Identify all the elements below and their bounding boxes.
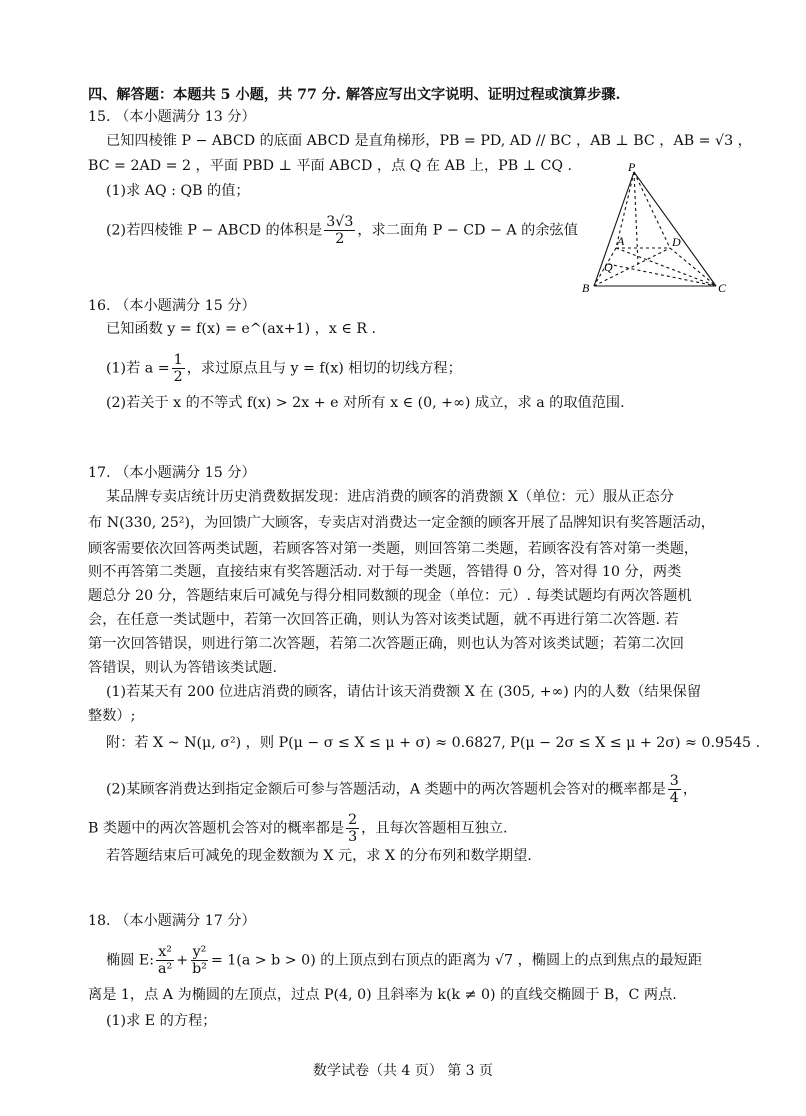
- problem-15-line-2: BC = 2AD = 2 ，平面 PBD ⊥ 平面 ABCD ，点 Q 在 AB 上，PB ⊥ CQ .: [88, 158, 573, 174]
- volume-fraction-denominator: 2: [335, 231, 345, 247]
- problem-15-line-1: 已知四棱锥 P − ABCD 的底面 ABCD 是直角梯形，PB = PD, AD // BC ，AB ⊥ BC ，AB = √3 ，: [106, 133, 752, 149]
- page-footer: 数学试卷（共 4 页） 第 3 页: [312, 1063, 494, 1079]
- figure-label-a: A: [617, 234, 625, 248]
- problem-17-question-1b: 整数）;: [88, 708, 136, 724]
- prob-a-denominator: 4: [669, 790, 679, 806]
- problem-17-line-7: 第一次回答错误，则进行第二次答题，若第二次答题正确，则也认为答对该类试题；若第二次回: [88, 636, 684, 652]
- problem-17-question-2a: [106, 773, 766, 806]
- prob-b-denominator: 3: [348, 829, 358, 845]
- problem-17-line-8: 答错误，则认为答错该类试题.: [88, 660, 277, 676]
- problem-18-line-1: [106, 944, 766, 977]
- problem-15-number: 15.: [88, 109, 111, 125]
- problem-15-heading: [88, 108, 766, 126]
- problem-18-question-1: (1)求 E 的方程；: [106, 1013, 217, 1029]
- problem-17-question-2b: [88, 812, 766, 845]
- problem-17-note: 附：若 X ~ N(μ, σ²) ，则 P(μ − σ ≤ X ≤ μ + σ) ≈ 0.6827, P(μ − 2σ ≤ X ≤ μ + 2σ) ≈ 0.9545 .: [106, 735, 761, 751]
- figure-label-c: C: [718, 281, 727, 295]
- problem-15-question-1: (1)求 AQ : QB 的值；: [106, 183, 250, 199]
- figure-label-d: D: [672, 235, 681, 249]
- ellipse-y-term: [190, 944, 209, 977]
- problem-15-score: （本小题满分 13 分）: [115, 109, 256, 125]
- problem-17-heading: [88, 464, 766, 482]
- problem-17-line-3: 顾客需要依次回答两类试题，若顾客答对第一类题，则回答第二类题，若顾客没有答对第一类题，: [88, 541, 699, 557]
- figure-label-q: Q: [604, 260, 613, 274]
- volume-fraction: [324, 214, 355, 247]
- ellipse-x-numerator: x²: [158, 944, 172, 960]
- problem-17-score: （本小题满分 15 分）: [115, 465, 256, 481]
- problem-17-line-1: 某品牌专卖店统计历史消费数据发现：进店消费的顾客的消费额 X（单位：元）服从正态分: [106, 489, 674, 505]
- ellipse-x-term: [156, 944, 174, 977]
- problem-15-q2-text: (2)若四棱锥 P − ABCD 的体积是: [106, 222, 323, 239]
- problem-17-number: 17.: [88, 465, 111, 481]
- problem-18-line-2: 离是 1，点 A 为椭圆的左顶点，过点 P(4, 0) 且斜率为 k(k ≠ 0) 的直线交椭圆于 B，C 两点.: [88, 987, 677, 1003]
- pyramid-figure: [578, 160, 738, 300]
- problem-17-q2b-text: B 类题中的两次答题机会答对的概率都是: [88, 820, 345, 837]
- problem-17-line-6: 会，在任意一类试题中，若第一次回答正确，则认为答对该类试题，就不再进行第二次答题. 若: [88, 612, 679, 628]
- ellipse-y-numerator: y²: [192, 944, 207, 960]
- problem-18-number: 18.: [88, 913, 111, 929]
- problem-16-heading: [88, 297, 766, 315]
- problem-18-l1-text: 椭圆 E:: [106, 952, 155, 969]
- problem-17-q2a-text: (2)某顾客消费达到指定金额后可参与答题活动，A 类题中的两次答题机会答对的概率都是: [106, 781, 666, 798]
- problem-17-question-2c: 若答题结束后可减免的现金数额为 X 元，求 X 的分布列和数学期望.: [106, 848, 532, 864]
- figure-label-b: B: [582, 281, 590, 295]
- ellipse-x-denominator: a²: [158, 961, 173, 977]
- problem-17-q2a-tail: ，: [682, 781, 698, 798]
- problem-17-question-1a: (1)若某天有 200 位进店消费的顾客，请估计该天消费额 X 在 (305, +∞) 内的人数（结果保留: [106, 684, 702, 700]
- volume-fraction-numerator: 3√3: [326, 214, 354, 230]
- figure-label-p: P: [628, 160, 636, 174]
- problem-17-line-2: 布 N(330, 25²)，为回馈广大顾客，专卖店对消费达一定金额的顾客开展了品牌知识有奖答题活动，: [88, 515, 715, 531]
- prob-b-fraction: [346, 812, 359, 845]
- problem-16-q1-tail: ，求过原点且与 y = f(x) 相切的切线方程；: [186, 360, 462, 377]
- problem-17-line-4: 则不再答第二类题，直接结束有奖答题活动. 对于每一类题，答错得 0 分，答对得 10 分，两类: [88, 564, 682, 580]
- problem-16-score: （本小题满分 15 分）: [115, 298, 256, 314]
- problem-18-score: （本小题满分 17 分）: [115, 913, 256, 929]
- a-fraction-numerator: 1: [173, 352, 183, 368]
- a-fraction-denominator: 2: [173, 369, 183, 385]
- problem-15-q2-tail: ，求二面角 P − CD − A 的余弦值: [357, 222, 578, 239]
- problem-16-q1-text: (1)若 a =: [106, 360, 170, 377]
- ellipse-y-denominator: b²: [192, 961, 207, 977]
- prob-a-numerator: 3: [669, 773, 679, 789]
- ellipse-plus: +: [176, 952, 189, 969]
- problem-16-number: 16.: [88, 298, 111, 314]
- section-header: 四、解答题：本题共 5 小题，共 77 分. 解答应写出文字说明、证明过程或演算步骤.: [88, 87, 621, 103]
- problem-18-l1-tail: = 1(a > b > 0) 的上顶点到右顶点的距离为 √7 ，椭圆上的点到焦点的最短距: [210, 952, 703, 969]
- problem-17-line-5: 题总分 20 分，答题结束后可减免与得分相同数额的现金（单位：元）. 每类试题均有两次答题机: [88, 588, 692, 604]
- problem-16-question-1: [106, 352, 766, 385]
- problem-18-heading: [88, 912, 766, 930]
- problem-16-line-1: 已知函数 y = f(x) = e^(ax+1) ，x ∈ R .: [106, 321, 377, 337]
- prob-a-fraction: [668, 773, 681, 806]
- problem-16-question-2: (2)若关于 x 的不等式 f(x) > 2x + e 对所有 x ∈ (0, +∞) 成立，求 a 的取值范围.: [106, 395, 625, 411]
- prob-b-numerator: 2: [348, 812, 358, 828]
- problem-17-q2b-tail: ，且每次答题相互独立.: [361, 820, 508, 837]
- a-fraction: [172, 352, 185, 385]
